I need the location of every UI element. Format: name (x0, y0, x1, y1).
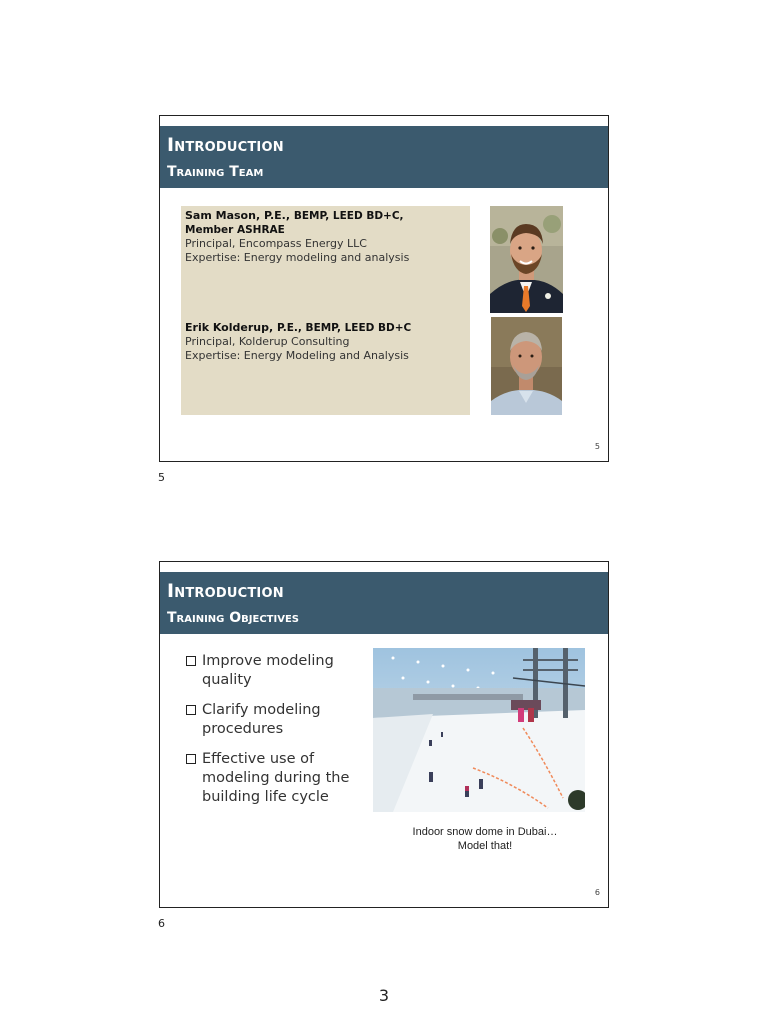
person-name: Sam Mason, P.E., (185, 209, 294, 222)
slide-header (160, 572, 608, 634)
slide-number: 6 (594, 888, 600, 897)
person-sam-mason (185, 209, 409, 265)
objectives-list (186, 652, 366, 818)
slide-number: 5 (594, 442, 600, 451)
slide-title: Introduction (167, 134, 284, 156)
checkbox-bullet-icon (186, 705, 196, 715)
person-role: Principal, Kolderup Consulting (185, 335, 350, 348)
objective-item (186, 652, 366, 690)
person-expertise: Expertise: Energy modeling and analysis (185, 251, 410, 264)
person-erik-kolderup (185, 321, 411, 363)
caption-line-2: Model that! (457, 840, 513, 852)
slide-title: Introduction (167, 580, 284, 602)
objective-item (186, 750, 366, 807)
photo-caption (373, 825, 597, 853)
objective-text: Effective use of modeling during the building life cycle (202, 751, 350, 805)
checkbox-bullet-icon (186, 656, 196, 666)
person-name: Erik Kolderup, (185, 321, 277, 334)
slide-subtitle: Training Team (167, 164, 264, 180)
slide-page-label: 6 (158, 917, 165, 930)
slide-header (160, 126, 608, 188)
objective-text: Improve modeling quality (202, 653, 334, 688)
photo-erik-kolderup (491, 317, 562, 415)
objective-item (186, 701, 366, 739)
person-role: Principal, Encompass Energy LLC (185, 237, 367, 250)
objective-text: Clarify modeling procedures (202, 702, 321, 737)
slide-training-team (159, 115, 609, 462)
team-info-box (181, 206, 470, 415)
person-expertise: Expertise: Energy Modeling and Analysis (185, 349, 409, 362)
page-number: 3 (378, 986, 390, 1005)
slide-training-objectives (159, 561, 609, 908)
person-credentials: P.E., BEMP, LEED BD+C (277, 322, 412, 334)
photo-sam-mason (490, 206, 563, 313)
person-credentials-2: Member ASHRAE (185, 224, 285, 236)
person-credentials: BEMP, LEED BD+C, (293, 210, 404, 222)
slide-page-label: 5 (158, 471, 165, 484)
slide-subtitle: Training Objectives (167, 610, 299, 626)
checkbox-bullet-icon (186, 754, 196, 764)
caption-line-1: Indoor snow dome in Dubai… (412, 826, 558, 838)
photo-snow-dome (373, 648, 585, 812)
